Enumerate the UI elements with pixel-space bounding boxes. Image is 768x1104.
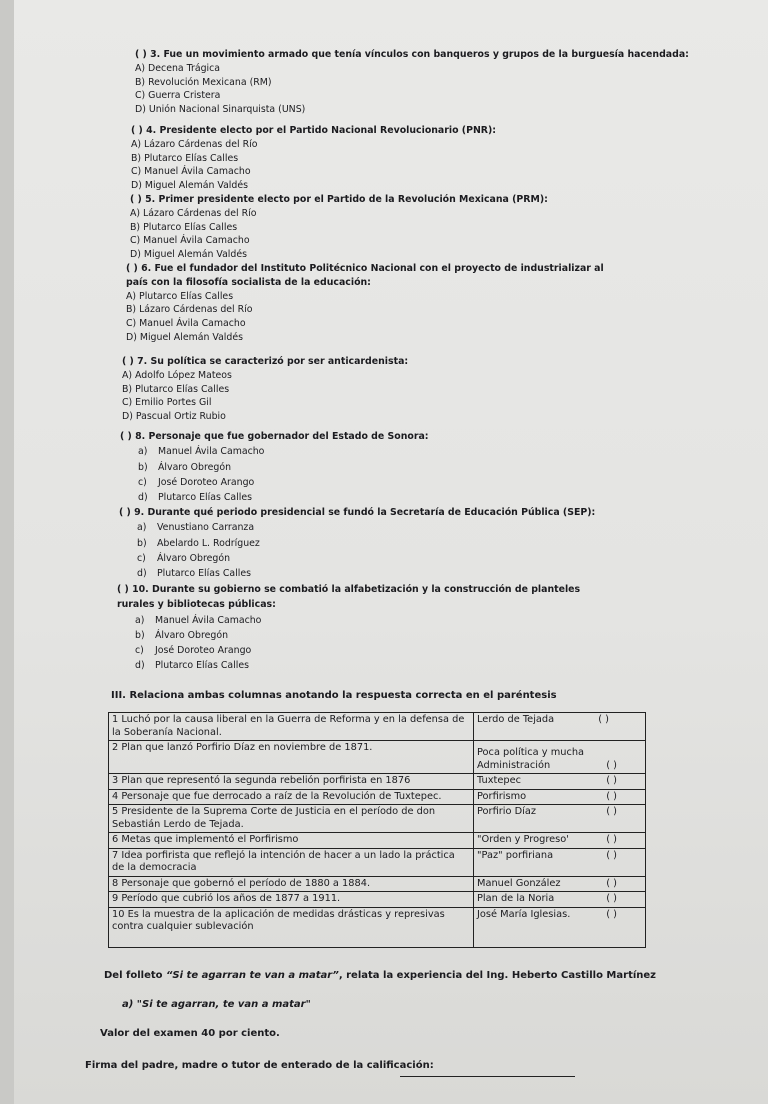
answer-parenthesis[interactable]: ( ) bbox=[606, 893, 617, 904]
table-row bbox=[109, 774, 646, 790]
option: d) Plutarco Elías Calles bbox=[137, 568, 252, 580]
option: a) Manuel Ávila Camacho bbox=[138, 446, 265, 458]
answer-parenthesis[interactable]: ( ) bbox=[606, 849, 617, 861]
option: c) José Doroteo Arango bbox=[138, 476, 255, 488]
option: B) Lázaro Cárdenas del Río bbox=[126, 304, 253, 316]
table-row bbox=[109, 741, 646, 774]
option: A) Adolfo López Mateos bbox=[122, 369, 232, 381]
item-a: a) "Si te agarran, te van a matar" bbox=[122, 999, 311, 1010]
left-cell: 3 Plan que representó la segunda rebelión porfirista en 1876 bbox=[109, 774, 474, 790]
left-cell: 4 Personaje que fue derrocado a raíz de la Revolución de Tuxtepec. bbox=[109, 789, 474, 805]
left-cell: 5 Presidente de la Suprema Corte de Justicia en el período de don Sebastián Lerdo de Tejada. bbox=[109, 805, 474, 833]
option: A) Lázaro Cárdenas del Río bbox=[131, 138, 258, 150]
question-stem: ( ) 7. Su política se caracterizó por ser anticardenista: bbox=[122, 356, 409, 367]
question-stem: ( ) 6. Fue el fundador del Instituto Politécnico Nacional con el proyecto de industrializar al país con la filosofía socialista de la educación: bbox=[126, 263, 604, 288]
right-cell: Manuel González ( ) bbox=[474, 876, 646, 892]
question-stem: ( ) 4. Presidente electo por el Partido Nacional Revolucionario (PNR): bbox=[131, 125, 497, 136]
question-8 bbox=[120, 429, 429, 505]
folleto-line: Del folleto “Si te agarran te van a matar”, relata la experiencia del Ing. Heberto Castillo Martínez bbox=[104, 970, 656, 981]
left-cell: 9 Período que cubrió los años de 1877 a 1911. bbox=[109, 892, 474, 908]
option: d) Plutarco Elías Calles bbox=[135, 660, 250, 672]
left-cell: 2 Plan que lanzó Porfirio Díaz en noviembre de 1871. bbox=[109, 741, 474, 774]
option: b) Álvaro Obregón bbox=[138, 461, 232, 473]
folleto-title: “Si te agarran te van a matar” bbox=[165, 970, 339, 981]
answer-parenthesis[interactable]: ( ) bbox=[606, 790, 617, 802]
question-6 bbox=[126, 262, 626, 345]
option: D) Pascual Ortiz Rubio bbox=[122, 411, 226, 423]
option: c) José Doroteo Arango bbox=[135, 645, 252, 657]
table-row bbox=[109, 907, 646, 947]
option: c) Álvaro Obregón bbox=[137, 552, 231, 564]
table-row bbox=[109, 892, 646, 908]
question-stem: ( ) 10. Durante su gobierno se combatió la alfabetización y la construcción de planteles rurales y bibliotecas públicas: bbox=[117, 584, 581, 611]
question-7 bbox=[122, 355, 408, 424]
table-row bbox=[109, 876, 646, 892]
option: C) Manuel Ávila Camacho bbox=[130, 235, 250, 247]
left-cell: 6 Metas que implementó el Porfirismo bbox=[109, 833, 474, 849]
option: B) Plutarco Elías Calles bbox=[131, 152, 239, 164]
right-cell: Plan de la Noria ( ) bbox=[474, 892, 646, 908]
question-5 bbox=[130, 193, 548, 262]
right-cell: Porfirio Díaz ( ) bbox=[474, 805, 646, 833]
question-4 bbox=[131, 124, 496, 193]
table-row bbox=[109, 805, 646, 833]
left-cell: 10 Es la muestra de la aplicación de medidas drásticas y represivas contra cualquier sublevación bbox=[109, 907, 474, 947]
signature-label: Firma del padre, madre o tutor de enterado de la calificación: bbox=[85, 1060, 434, 1071]
right-cell: Porfirismo ( ) bbox=[474, 789, 646, 805]
option: a) Manuel Ávila Camacho bbox=[135, 614, 262, 626]
section-3-title: III. Relaciona ambas columnas anotando la respuesta correcta en el paréntesis bbox=[111, 690, 557, 701]
left-cell: 7 Idea porfirista que reflejó la intención de hacer a un lado la práctica de la democracia bbox=[109, 848, 474, 876]
right-cell: "Paz" porfiriana ( ) bbox=[474, 848, 646, 876]
answer-parenthesis[interactable]: ( ) bbox=[606, 834, 617, 845]
answer-parenthesis[interactable]: ( ) bbox=[606, 759, 617, 771]
right-cell: Tuxtepec ( ) bbox=[474, 774, 646, 790]
option: A) Lázaro Cárdenas del Río bbox=[130, 207, 257, 219]
exam-value: Valor del examen 40 por ciento. bbox=[100, 1028, 280, 1039]
option: B) Plutarco Elías Calles bbox=[130, 221, 238, 233]
answer-parenthesis[interactable]: ( ) bbox=[606, 908, 617, 920]
right-cell: Poca política y mucha Administración ( ) bbox=[474, 741, 646, 774]
question-stem: ( ) 5. Primer presidente electo por el Partido de la Revolución Mexicana (PRM): bbox=[130, 194, 548, 205]
right-cell: "Orden y Progreso' ( ) bbox=[474, 833, 646, 849]
option: A) Decena Trágica bbox=[135, 62, 221, 74]
table-row bbox=[109, 713, 646, 741]
answer-parenthesis[interactable]: ( ) bbox=[598, 714, 609, 725]
option: d) Plutarco Elías Calles bbox=[138, 492, 253, 504]
option: b) Abelardo L. Rodríguez bbox=[137, 537, 260, 549]
table-row bbox=[109, 848, 646, 876]
signature-line[interactable] bbox=[400, 1076, 575, 1077]
option: C) Guerra Cristera bbox=[135, 90, 221, 102]
answer-parenthesis[interactable]: ( ) bbox=[606, 775, 617, 786]
question-stem: ( ) 9. Durante qué periodo presidencial se fundó la Secretaría de Educación Pública (SEP): bbox=[119, 507, 596, 518]
question-9 bbox=[119, 505, 595, 581]
option: B) Plutarco Elías Calles bbox=[122, 383, 230, 395]
matching-table bbox=[108, 712, 646, 948]
answer-parenthesis[interactable]: ( ) bbox=[606, 806, 617, 817]
option: C) Manuel Ávila Camacho bbox=[126, 318, 246, 330]
left-cell: 1 Luchó por la causa liberal en la Guerra de Reforma y en la defensa de la Soberanía Nacional. bbox=[109, 713, 474, 741]
answer-parenthesis[interactable]: ( ) bbox=[606, 877, 617, 889]
question-10 bbox=[117, 582, 602, 674]
option: D) Unión Nacional Sinarquista (UNS) bbox=[135, 104, 306, 116]
option: a) Venustiano Carranza bbox=[137, 522, 255, 534]
question-stem: ( ) 8. Personaje que fue gobernador del Estado de Sonora: bbox=[120, 431, 429, 442]
table-row bbox=[109, 789, 646, 805]
option: B) Revolución Mexicana (RM) bbox=[135, 76, 272, 88]
option: D) Miguel Alemán Valdés bbox=[130, 249, 248, 261]
question-stem: ( ) 3. Fue un movimiento armado que tenía vínculos con banqueros y grupos de la burguesía hacendada: bbox=[135, 49, 689, 60]
option: D) Miguel Alemán Valdés bbox=[126, 331, 244, 343]
right-cell: Lerdo de Tejada ( ) bbox=[474, 713, 646, 741]
option: D) Miguel Alemán Valdés bbox=[131, 180, 249, 192]
option: C) Emilio Portes Gil bbox=[122, 397, 212, 409]
option: C) Manuel Ávila Camacho bbox=[131, 166, 251, 178]
right-cell: José María Iglesias. ( ) bbox=[474, 907, 646, 947]
left-cell: 8 Personaje que gobernó el período de 1880 a 1884. bbox=[109, 876, 474, 892]
table-row bbox=[109, 833, 646, 849]
option: A) Plutarco Elías Calles bbox=[126, 290, 234, 302]
option: b) Álvaro Obregón bbox=[135, 629, 229, 641]
question-3 bbox=[135, 48, 689, 117]
